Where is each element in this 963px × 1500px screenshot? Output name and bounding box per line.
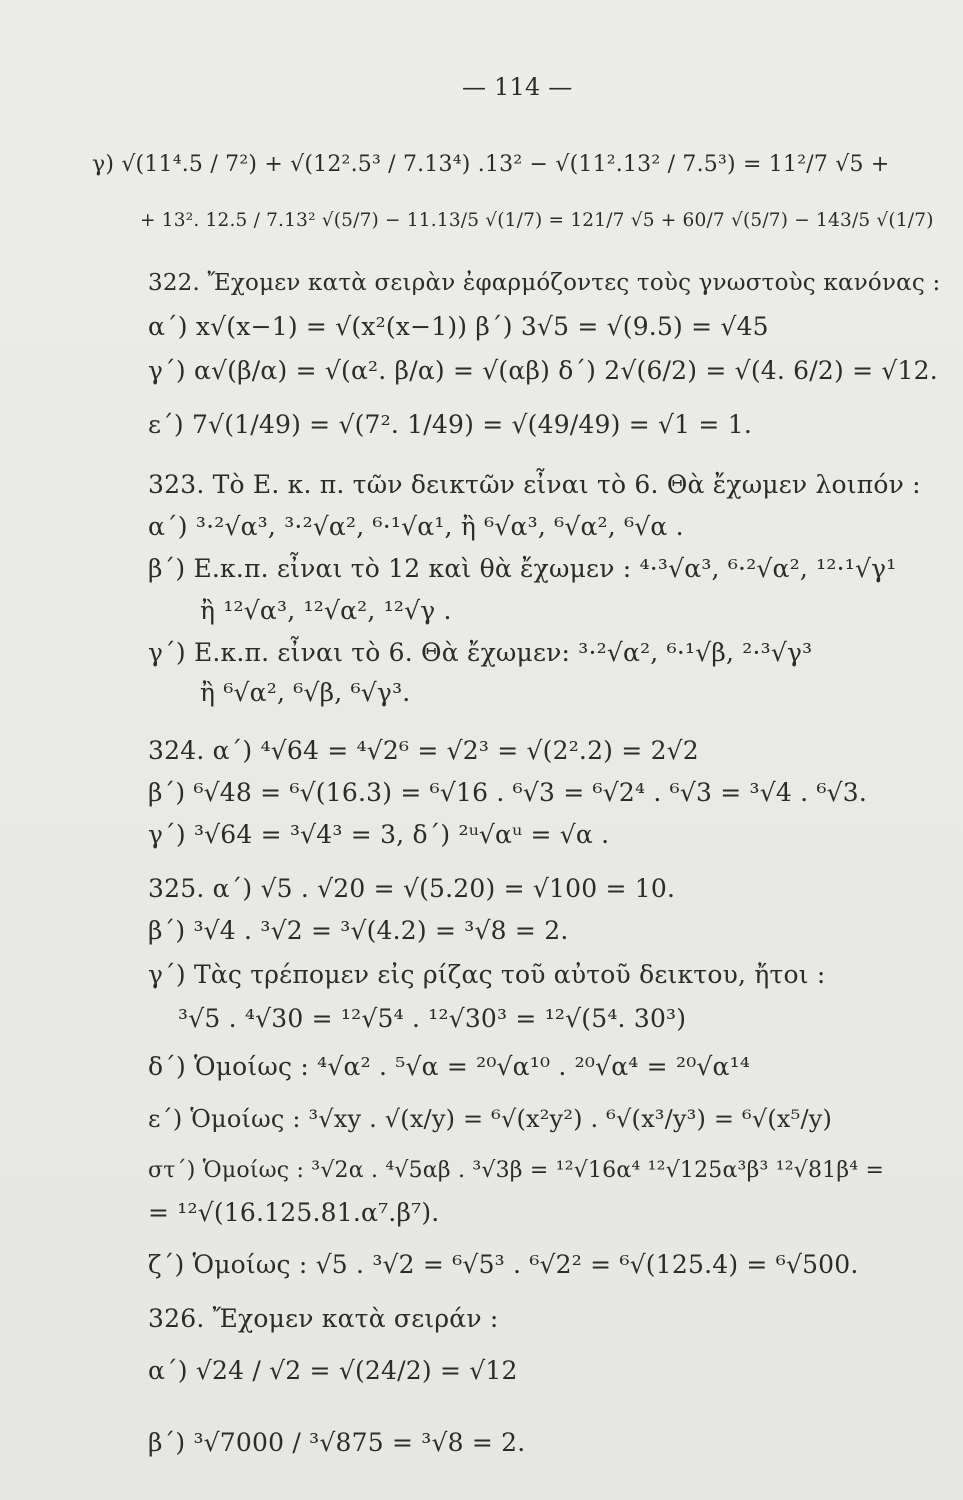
exercise-line: ε΄) 7√(1/49) = √(7². 1/49) = √(49/49) = √1 = 1. xyxy=(148,410,752,439)
exercise-line: 326. Ἔχομεν κατὰ σειράν : xyxy=(148,1304,499,1333)
exercise-line: δ΄) Ὁμοίως : ⁴√α² . ⁵√α = ²⁰√α¹⁰ . ²⁰√α⁴ = ²⁰√α¹⁴ xyxy=(148,1052,751,1081)
exercise-line: α΄) ³·²√α³, ³·²√α², ⁶·¹√α¹, ἢ ⁶√α³, ⁶√α², ⁶√α . xyxy=(148,512,684,541)
exercise-line: στ΄) Ὁμοίως : ³√2α . ⁴√5αβ . ³√3β = ¹²√16α⁴ ¹²√125α³β³ ¹²√81β⁴ = xyxy=(148,1158,885,1183)
exercise-line: ε΄) Ὁμοίως : ³√xy . √(x/y) = ⁶√(x²y²) . ⁶√(x³/y³) = ⁶√(x⁵/y) xyxy=(148,1105,833,1133)
exercise-line: γ΄) Τὰς τρέπομεν εἰς ρίζας τοῦ αὐτοῦ δεικτου, ἤτοι : xyxy=(148,960,826,989)
exercise-line: β΄) ³√7000 / ³√875 = ³√8 = 2. xyxy=(148,1428,526,1457)
exercise-line: 323. Τὸ Ε. κ. π. τῶν δεικτῶν εἶναι τὸ 6. Θὰ ἔχωμεν λοιπόν : xyxy=(148,470,921,499)
exercise-line: + 13². 12.5 / 7.13² √(5/7) − 11.13/5 √(1/7) = 121/7 √5 + 60/7 √(5/7) − 143/5 √(1/7) xyxy=(140,210,934,231)
exercise-line: = ¹²√(16.125.81.α⁷.β⁷). xyxy=(148,1198,440,1227)
exercise-line: 325. α΄) √5 . √20 = √(5.20) = √100 = 10. xyxy=(148,874,676,903)
exercise-line: γ) √(11⁴.5 / 7²) + √(12².5³ / 7.13⁴) .13² − √(11².13² / 7.5³) = 11²/7 √5 + xyxy=(92,152,890,177)
exercise-line: α΄) x√(x−1) = √(x²(x−1)) β΄) 3√5 = √(9.5) = √45 xyxy=(148,312,769,341)
exercise-line: α΄) √24 / √2 = √(24/2) = √12 xyxy=(148,1356,518,1385)
exercise-line: ἢ ¹²√α³, ¹²√α², ¹²√γ . xyxy=(200,596,452,625)
exercise-line: 324. α΄) ⁴√64 = ⁴√2⁶ = √2³ = √(2².2) = 2√2 xyxy=(148,736,699,765)
exercise-line: β΄) ⁶√48 = ⁶√(16.3) = ⁶√16 . ⁶√3 = ⁶√2⁴ . ⁶√3 = ³√4 . ⁶√3. xyxy=(148,778,868,807)
exercise-line: β΄) Ε.κ.π. εἶναι τὸ 12 καὶ θὰ ἔχωμεν : ⁴·³√α³, ⁶·²√α², ¹²·¹√γ¹ xyxy=(148,554,897,583)
exercise-line: ζ΄) Ὁμοίως : √5 . ³√2 = ⁶√5³ . ⁶√2² = ⁶√(125.4) = ⁶√500. xyxy=(148,1250,859,1279)
exercise-line: ἢ ⁶√α², ⁶√β, ⁶√γ³. xyxy=(200,678,411,707)
exercise-line: ³√5 . ⁴√30 = ¹²√5⁴ . ¹²√30³ = ¹²√(5⁴. 30³) xyxy=(178,1004,687,1033)
exercise-line: γ΄) Ε.κ.π. εἶναι τὸ 6. Θὰ ἔχωμεν: ³·²√α², ⁶·¹√β, ²·³√γ³ xyxy=(148,638,813,667)
exercise-line: β΄) ³√4 . ³√2 = ³√(4.2) = ³√8 = 2. xyxy=(148,916,569,945)
page-number: — 114 — xyxy=(462,73,573,101)
exercise-line: 322. Ἔχομεν κατὰ σειρὰν ἐφαρμόζοντες τοὺς γνωστοὺς κανόνας : xyxy=(148,270,941,296)
exercise-line: γ΄) ³√64 = ³√4³ = 3, δ΄) ²ᵘ√αᵘ = √α . xyxy=(148,820,610,849)
exercise-line: γ΄) α√(β/α) = √(α². β/α) = √(αβ) δ΄) 2√(6/2) = √(4. 6/2) = √12. xyxy=(148,356,938,385)
